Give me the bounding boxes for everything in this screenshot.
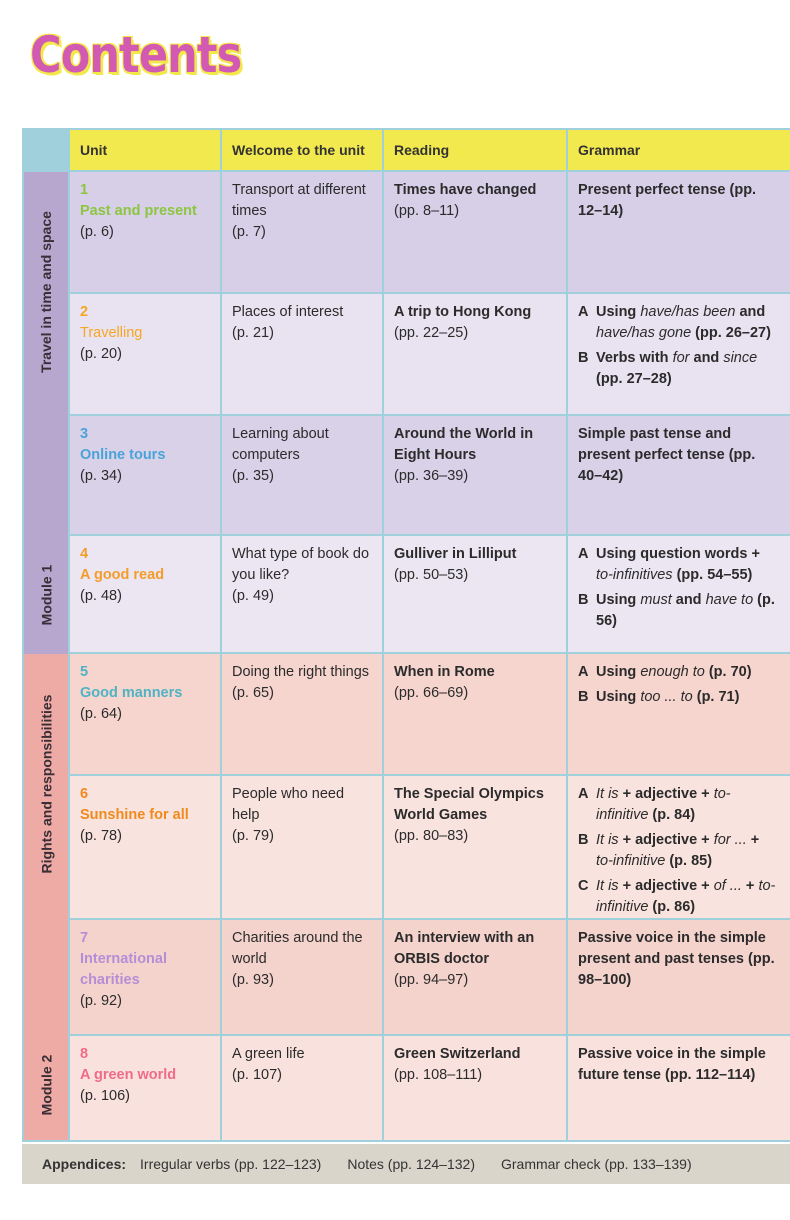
unit-row-1	[70, 172, 790, 292]
unit-page: (p. 6)	[80, 224, 114, 240]
reading-cell	[384, 536, 566, 652]
reading-title[interactable]: Gulliver in Lilliput	[394, 546, 517, 562]
reading-title[interactable]: Times have changed	[394, 182, 537, 198]
welcome-page: (p. 93)	[232, 972, 274, 988]
welcome-title[interactable]: People who need help	[232, 786, 345, 823]
unit-row-4	[70, 536, 790, 652]
welcome-title[interactable]: Transport at different times	[232, 182, 366, 219]
grammar-item[interactable]	[578, 180, 780, 222]
unit-title[interactable]: Past and present	[80, 203, 197, 219]
grammar-text: Present perfect tense (pp. 12–14)	[578, 182, 757, 219]
reading-page: (pp. 8–11)	[394, 203, 460, 219]
grammar-letter: C	[578, 878, 589, 894]
reading-title[interactable]: A trip to Hong Kong	[394, 304, 532, 320]
grammar-letter: A	[578, 546, 589, 562]
grammar-text: It is + adjective + to-infinitive (p. 84)	[596, 786, 731, 823]
grammar-letter: B	[578, 592, 589, 608]
reading-page: (pp. 50–53)	[394, 567, 469, 583]
reading-cell	[384, 172, 566, 292]
grammar-text: Verbs with for and since (pp. 27–28)	[596, 350, 758, 387]
grammar-cell	[568, 536, 790, 652]
grammar-item[interactable]	[578, 544, 780, 586]
unit-number: 2	[80, 304, 89, 320]
grammar-letter: A	[578, 304, 589, 320]
welcome-cell	[222, 654, 382, 774]
welcome-title[interactable]: Charities around the world	[232, 930, 363, 967]
welcome-cell	[222, 920, 382, 1034]
welcome-page: (p. 79)	[232, 828, 274, 844]
header-welcome: Welcome to the unit	[222, 130, 382, 170]
header-grammar: Grammar	[568, 130, 790, 170]
grammar-item[interactable]	[578, 830, 780, 872]
appendix-grammar-check[interactable]: Grammar check (pp. 133–139)	[500, 1156, 692, 1172]
welcome-cell	[222, 294, 382, 414]
module-1-theme: Travel in time and space	[38, 211, 55, 373]
grammar-letter: B	[578, 350, 589, 366]
grammar-text: Simple past tense and present perfect tense (pp. 40–42)	[578, 426, 756, 484]
grammar-item[interactable]	[578, 302, 780, 344]
welcome-cell	[222, 1036, 382, 1140]
grammar-text: Using must and have to (p. 56)	[596, 592, 775, 629]
welcome-cell	[222, 536, 382, 652]
welcome-page: (p. 107)	[232, 1067, 282, 1083]
reading-page: (pp. 94–97)	[394, 972, 469, 988]
grammar-letter: A	[578, 786, 589, 802]
reading-cell	[384, 416, 566, 534]
welcome-page: (p. 49)	[232, 588, 274, 604]
grammar-cell	[568, 294, 790, 414]
reading-page: (pp. 108–111)	[394, 1067, 483, 1083]
grammar-cell	[568, 172, 790, 292]
grammar-text: It is + adjective + of ... + to-infinitive (p. 86)	[596, 878, 776, 915]
unit-page: (p. 92)	[80, 993, 122, 1009]
reading-title[interactable]: When in Rome	[394, 664, 495, 680]
unit-page: (p. 64)	[80, 706, 122, 722]
welcome-page: (p. 35)	[232, 468, 274, 484]
unit-cell	[70, 776, 220, 918]
unit-cell	[70, 536, 220, 652]
unit-page: (p. 78)	[80, 828, 122, 844]
welcome-page: (p. 7)	[232, 224, 266, 240]
grammar-item[interactable]	[578, 928, 780, 991]
reading-page: (pp. 66–69)	[394, 685, 469, 701]
header-reading: Reading	[384, 130, 566, 170]
reading-title[interactable]: Around the World in Eight Hours	[394, 426, 534, 463]
unit-page: (p. 48)	[80, 588, 122, 604]
grammar-letter: B	[578, 689, 589, 705]
unit-number: 6	[80, 786, 89, 802]
unit-cell	[70, 172, 220, 292]
grammar-item[interactable]	[578, 687, 780, 708]
module-2-theme-wrap	[24, 654, 68, 914]
grammar-text: Passive voice in the simple present and past tenses (pp. 98–100)	[578, 930, 775, 988]
unit-cell	[70, 416, 220, 534]
page-title: Contents	[30, 26, 242, 84]
unit-row-3	[70, 416, 790, 534]
unit-cell	[70, 294, 220, 414]
reading-cell	[384, 920, 566, 1034]
unit-number: 5	[80, 664, 89, 680]
unit-title[interactable]: A green world	[80, 1067, 177, 1083]
reading-title[interactable]: Green Switzerland	[394, 1046, 521, 1062]
welcome-cell	[222, 172, 382, 292]
unit-cell	[70, 920, 220, 1034]
unit-number: 3	[80, 426, 89, 442]
module-2-theme: Rights and responsibilities	[38, 694, 55, 874]
unit-title[interactable]: A good read	[80, 567, 165, 583]
grammar-item[interactable]	[578, 1044, 780, 1086]
unit-number: 4	[80, 546, 89, 562]
grammar-cell	[568, 776, 790, 918]
grammar-letter: A	[578, 664, 589, 680]
unit-row-5	[70, 654, 790, 774]
reading-page: (pp. 22–25)	[394, 325, 469, 341]
module-1-label-wrap	[24, 540, 68, 650]
welcome-cell	[222, 416, 382, 534]
reading-page: (pp. 36–39)	[394, 468, 469, 484]
unit-row-7	[70, 920, 790, 1034]
unit-page: (p. 20)	[80, 346, 122, 362]
reading-cell	[384, 776, 566, 918]
welcome-title[interactable]: Doing the right things	[232, 664, 370, 680]
unit-title[interactable]: Travelling	[80, 325, 143, 341]
module-1-label: Module 1	[38, 564, 55, 626]
unit-row-8	[70, 1036, 790, 1140]
unit-row-2	[70, 294, 790, 414]
grammar-text: Using too ... to (p. 71)	[596, 689, 740, 705]
header-unit: Unit	[70, 130, 220, 170]
grammar-text: It is + adjective + for ... + to-infinitive (p. 85)	[596, 832, 760, 869]
grammar-item[interactable]	[578, 784, 780, 826]
unit-number: 8	[80, 1046, 89, 1062]
unit-row-6	[70, 776, 790, 918]
unit-page: (p. 106)	[80, 1088, 130, 1104]
grammar-item[interactable]	[578, 348, 780, 390]
reading-cell	[384, 1036, 566, 1140]
grammar-text: Passive voice in the simple future tense (pp. 112–114)	[578, 1046, 766, 1083]
unit-title[interactable]: International charities	[80, 951, 168, 988]
grammar-item[interactable]	[578, 876, 780, 918]
module-1-theme-wrap	[24, 172, 68, 412]
unit-title[interactable]: Sunshine for all	[80, 807, 189, 823]
welcome-title[interactable]: Places of interest	[232, 304, 344, 320]
unit-title[interactable]: Good manners	[80, 685, 183, 701]
reading-cell	[384, 294, 566, 414]
grammar-item[interactable]	[578, 590, 780, 632]
welcome-cell	[222, 776, 382, 918]
unit-number: 7	[80, 930, 89, 946]
header-row	[70, 130, 790, 170]
welcome-title[interactable]: Learning about computers	[232, 426, 329, 463]
grammar-text: Using have/has been and have/has gone (pp. 26–27)	[596, 304, 771, 341]
unit-title[interactable]: Online tours	[80, 447, 166, 463]
welcome-title[interactable]: What type of book do you like?	[232, 546, 370, 583]
unit-number: 1	[80, 182, 89, 198]
reading-title[interactable]: The Special Olympics World Games	[394, 786, 544, 823]
grammar-cell	[568, 920, 790, 1034]
grammar-text: Using question words + to-infinitives (pp. 54–55)	[596, 546, 760, 583]
unit-page: (p. 34)	[80, 468, 122, 484]
unit-cell	[70, 1036, 220, 1140]
grammar-cell	[568, 416, 790, 534]
grammar-item[interactable]	[578, 424, 780, 487]
reading-title[interactable]: An interview with an ORBIS doctor	[394, 930, 535, 967]
module-2-label-wrap	[24, 1030, 68, 1140]
grammar-cell	[568, 1036, 790, 1140]
grammar-text: Using enough to (p. 70)	[596, 664, 752, 680]
appendix-irregular-verbs[interactable]: Irregular verbs (pp. 122–123)	[140, 1156, 322, 1172]
reading-page: (pp. 80–83)	[394, 828, 469, 844]
grammar-cell	[568, 654, 790, 774]
appendix-notes[interactable]: Notes (pp. 124–132)	[347, 1156, 475, 1172]
module-2-label: Module 2	[38, 1054, 55, 1116]
grammar-letter: B	[578, 832, 589, 848]
reading-cell	[384, 654, 566, 774]
grammar-item[interactable]	[578, 662, 780, 683]
appendices-footer	[22, 1144, 790, 1184]
welcome-page: (p. 65)	[232, 685, 274, 701]
welcome-title[interactable]: A green life	[232, 1046, 305, 1062]
unit-cell	[70, 654, 220, 774]
welcome-page: (p. 21)	[232, 325, 274, 341]
appendices-label: Appendices:	[42, 1156, 127, 1172]
